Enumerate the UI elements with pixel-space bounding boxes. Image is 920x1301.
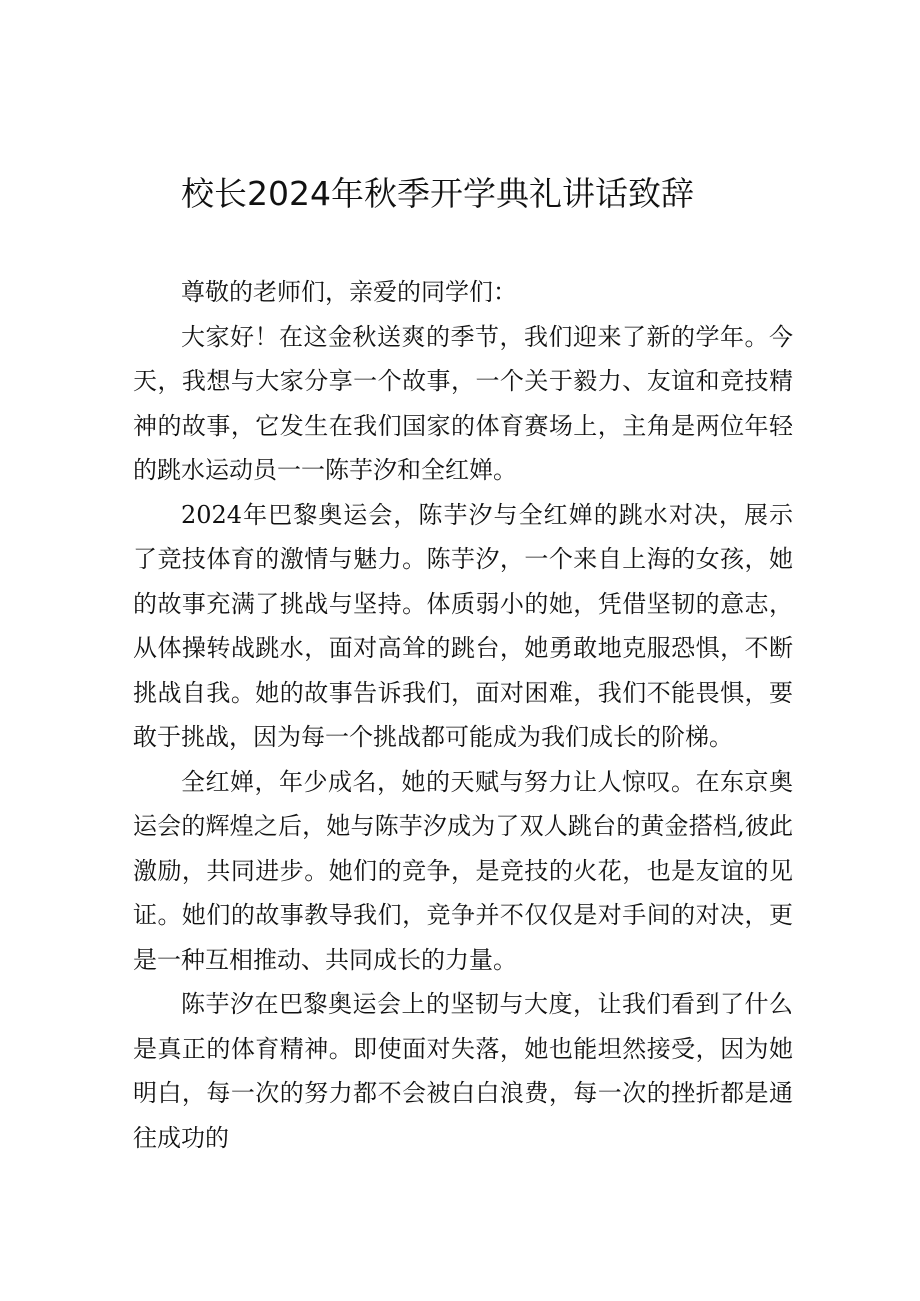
paragraph-3: 全红婵，年少成名，她的天赋与努力让人惊叹。在东京奥运会的辉煌之后，她与陈芋汐成为了双人跳台的黄金搭档,彼此激励，共同进步。她们的竞争，是竞技的火花，也是友谊的见证。她们的故事教导我们，竞争并不仅仅是对手间的对决，更是一种互相推动、共同成长的力量。 xyxy=(133,767,793,974)
document-title: 校长2024年秋季开学典礼讲话致辞 xyxy=(181,174,694,213)
document-body xyxy=(133,270,793,1160)
salutation: 尊敬的老师们，亲爱的同学们： xyxy=(181,278,517,306)
paragraph-4: 陈芋汐在巴黎奥运会上的坚韧与大度，让我们看到了什么是真正的体育精神。即使面对失落，她也能坦然接受，因为她明白，每一次的努力都不会被白白浪费，每一次的挫折都是通往成功的 xyxy=(133,990,793,1152)
paragraph-1: 大家好！在这金秋送爽的季节，我们迎来了新的学年。今天，我想与大家分享一个故事，一个关于毅力、友谊和竞技精神的故事，它发生在我们国家的体育赛场上，主角是两位年轻的跳水运动员一一陈芋汐和全红婵。 xyxy=(133,322,793,484)
paragraph-2: 2024年巴黎奥运会，陈芋汐与全红婵的跳水对决，展示了竞技体育的激情与魅力。陈芋汐，一个来自上海的女孩，她的故事充满了挑战与坚持。体质弱小的她，凭借坚韧的意志，从体操转战跳水，面对高耸的跳台，她勇敢地克服恐惧，不断挑战自我。她的故事告诉我们，面对困难，我们不能畏惧，要敢于挑战，因为每一个挑战都可能成为我们成长的阶梯。 xyxy=(133,500,793,751)
